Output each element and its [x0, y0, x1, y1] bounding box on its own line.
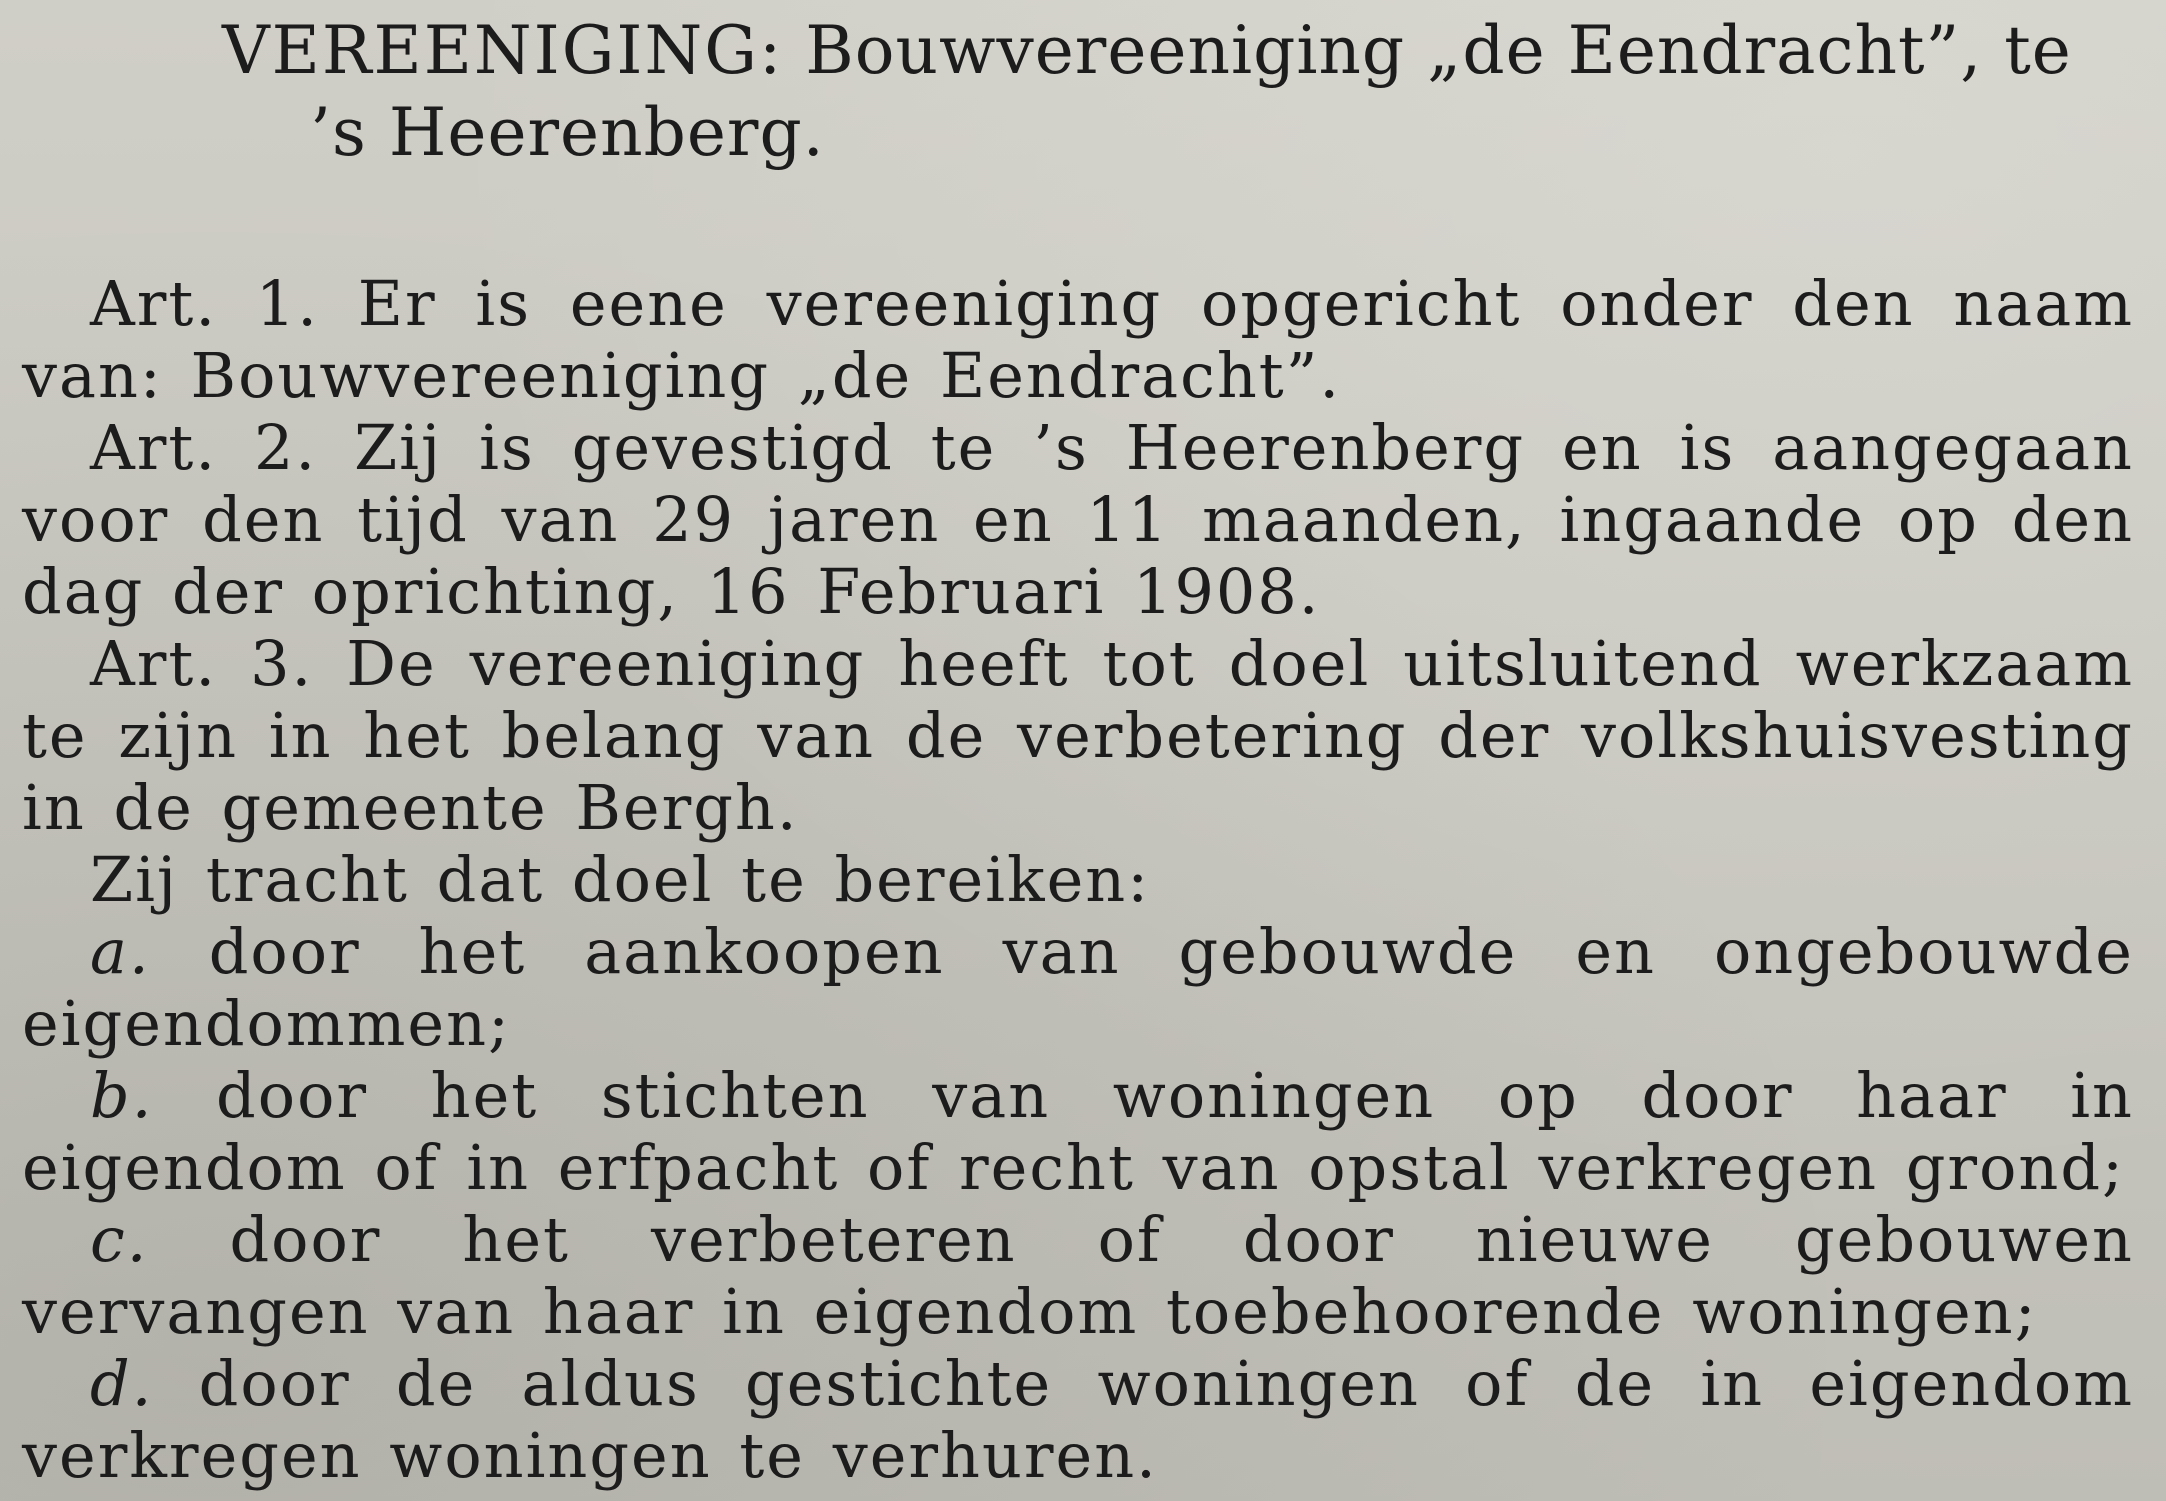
article-3-text: De vereeniging heeft tot doel uitsluitend werkzaam te zijn in het belang van de verbetering der volkshuisvesting in de gemeente Bergh. [22, 627, 2134, 844]
document-body [22, 268, 2134, 1492]
list-item-d-text: door de aldus gestichte woningen of de in eigendom verkregen woningen te verhuren. [22, 1347, 2134, 1492]
article-2-text: Zij is gevestigd te ’s Heerenberg en is aangegaan voor den tijd van 29 jaren en 11 maanden, ingaande op den dag der oprichting, 16 Februari 1908. [22, 411, 2134, 628]
list-item-d [22, 1348, 2134, 1492]
list-item-a [22, 916, 2134, 1060]
heading-line-2: ’s Heerenberg. [310, 94, 825, 171]
article-1-number: Art. 1. [90, 267, 319, 340]
list-item-d-letter: d. [90, 1347, 154, 1420]
article-3-number: Art. 3. [90, 627, 314, 700]
list-item-a-letter: a. [90, 915, 151, 988]
list-item-a-text: door het aankoopen van gebouwde en ongebouwde eigendommen; [22, 915, 2134, 1060]
list-item-c [22, 1204, 2134, 1348]
list-item-c-text: door het verbeteren of door nieuwe gebouwen vervangen van haar in eigendom toebehoorende woningen; [22, 1203, 2134, 1348]
list-item-b-text: door het stichten van woningen op door haar in eigendom of in erfpacht of recht van opstal verkregen grond; [22, 1059, 2134, 1204]
document-heading [222, 10, 2142, 174]
list-item-b-letter: b. [90, 1059, 154, 1132]
heading-label: VEREENIGING: [222, 12, 784, 89]
list-item-c-letter: c. [90, 1203, 149, 1276]
article-3-intro [22, 844, 2134, 916]
article-2-number: Art. 2. [90, 411, 318, 484]
heading-line-1: Bouwvereeniging „de Eendracht”, te [805, 12, 2072, 89]
article-2 [22, 412, 2134, 628]
article-1-text: Er is eene vereeniging opgericht onder den naam van: Bouwvereeniging „de Eendracht”. [22, 267, 2134, 412]
article-3 [22, 628, 2134, 844]
intro-text: Zij tracht dat doel te bereiken: [90, 843, 1151, 916]
article-1 [22, 268, 2134, 412]
list-item-b [22, 1060, 2134, 1204]
